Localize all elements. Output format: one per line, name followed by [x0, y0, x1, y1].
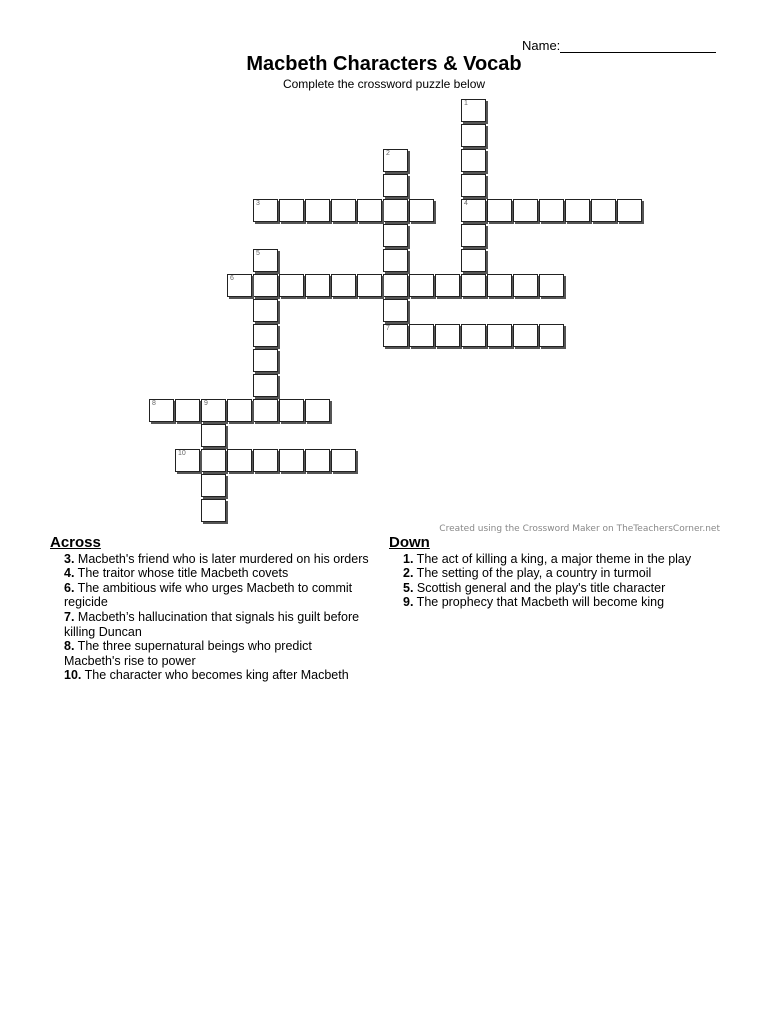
clue-text: The traitor whose title Macbeth covets [74, 566, 289, 581]
page-title: Macbeth Characters & Vocab [246, 53, 522, 75]
crossword-cell[interactable] [513, 274, 538, 297]
clue-number: 9. [403, 595, 414, 610]
crossword-cell[interactable] [357, 199, 382, 222]
across-heading: Across [50, 534, 101, 551]
down-clue [389, 566, 729, 581]
down-clue [389, 595, 729, 610]
crossword-cell[interactable] [175, 399, 200, 422]
clue-number-label: 4 [464, 200, 468, 207]
crossword-cell[interactable] [539, 199, 564, 222]
crossword-cell[interactable] [253, 374, 278, 397]
crossword-cell[interactable] [253, 349, 278, 372]
clue-text: The three supernatural beings who predict Macbeth's rise to power [64, 639, 312, 668]
down-clue [389, 552, 729, 567]
page-subtitle: Complete the crossword puzzle below [282, 77, 486, 91]
across-clue [50, 552, 370, 567]
clue-text: The character who becomes king after Macbeth [81, 668, 349, 683]
crossword-cell[interactable] [383, 224, 408, 247]
crossword-cell[interactable] [539, 324, 564, 347]
clue-number: 6. [64, 580, 75, 595]
crossword-cell[interactable] [435, 324, 460, 347]
crossword-cell[interactable] [279, 274, 304, 297]
crossword-cell[interactable] [201, 499, 226, 522]
crossword-cell[interactable] [175, 449, 200, 472]
crossword-cell[interactable] [357, 274, 382, 297]
down-clue [389, 581, 729, 596]
clue-number-label: 7 [386, 325, 390, 332]
across-list [50, 552, 370, 683]
crossword-cell[interactable] [201, 474, 226, 497]
crossword-cell[interactable] [435, 274, 460, 297]
crossword-cell[interactable] [617, 199, 642, 222]
crossword-cell[interactable] [201, 399, 226, 422]
clue-number-label: 3 [256, 200, 260, 207]
crossword-cell[interactable] [253, 399, 278, 422]
crossword-cell[interactable] [461, 324, 486, 347]
name-label: Name: [522, 38, 561, 53]
crossword-cell[interactable] [513, 199, 538, 222]
across-clue [50, 566, 370, 581]
crossword-cell[interactable] [253, 449, 278, 472]
crossword-cell[interactable] [331, 199, 356, 222]
clue-number: 4. [64, 566, 75, 581]
crossword-cell[interactable] [305, 274, 330, 297]
crossword-cell[interactable] [409, 324, 434, 347]
clue-number: 5. [403, 580, 414, 595]
crossword-cell[interactable] [461, 124, 486, 147]
crossword-cell[interactable] [461, 199, 486, 222]
crossword-cell[interactable] [279, 449, 304, 472]
crossword-cell[interactable] [253, 199, 278, 222]
crossword-cell[interactable] [201, 449, 226, 472]
clue-number-label: 10 [178, 450, 186, 457]
crossword-cell[interactable] [305, 199, 330, 222]
crossword-cell[interactable] [539, 274, 564, 297]
clue-text: Scottish general and the play's title character [413, 580, 666, 595]
clue-number: 7. [64, 609, 75, 624]
crossword-cell[interactable] [227, 399, 252, 422]
crossword-cell[interactable] [253, 274, 278, 297]
crossword-cell[interactable] [305, 449, 330, 472]
clue-number-label: 9 [204, 400, 208, 407]
clue-number: 1. [403, 551, 414, 566]
crossword-cell[interactable] [513, 324, 538, 347]
crossword-cell[interactable] [305, 399, 330, 422]
clue-text: The setting of the play, a country in turmoil [413, 566, 652, 581]
crossword-cell[interactable] [383, 299, 408, 322]
crossword-cell[interactable] [461, 99, 486, 122]
across-clue [50, 581, 370, 610]
clue-number-label: 1 [464, 100, 468, 107]
crossword-cell[interactable] [409, 274, 434, 297]
crossword-cell[interactable] [279, 399, 304, 422]
clue-text: Macbeth’s hallucination that signals his guilt before killing Duncan [64, 609, 360, 639]
crossword-cell[interactable] [461, 224, 486, 247]
down-list [389, 552, 729, 610]
clue-text: The act of killing a king, a major theme in the play [413, 551, 692, 566]
crossword-cell[interactable] [565, 199, 590, 222]
crossword-cell[interactable] [227, 449, 252, 472]
clue-number: 10. [64, 668, 82, 683]
crossword-cell[interactable] [461, 249, 486, 272]
down-clues [389, 536, 729, 610]
crossword-cell[interactable] [383, 174, 408, 197]
credit-text: Created using the Crossword Maker on TheTeachersCorner.net [439, 524, 720, 534]
clue-text: The prophecy that Macbeth will become king [413, 595, 665, 610]
crossword-cell[interactable] [461, 174, 486, 197]
crossword-cell[interactable] [383, 199, 408, 222]
across-clue [50, 668, 370, 683]
crossword-cell[interactable] [201, 424, 226, 447]
crossword-cell[interactable] [383, 149, 408, 172]
clue-text: Macbeth's friend who is later murdered on his orders [74, 551, 369, 566]
crossword-cell[interactable] [461, 274, 486, 297]
crossword-cell[interactable] [383, 324, 408, 347]
crossword-cell[interactable] [591, 199, 616, 222]
crossword-cell[interactable] [461, 149, 486, 172]
crossword-cell[interactable] [331, 274, 356, 297]
clue-number: 2. [403, 566, 414, 581]
down-heading: Down [389, 534, 430, 551]
clue-number-label: 6 [230, 275, 234, 282]
clue-number: 8. [64, 639, 75, 654]
crossword-cell[interactable] [487, 199, 512, 222]
across-clues [50, 536, 370, 683]
crossword-cell[interactable] [253, 299, 278, 322]
across-clue [50, 639, 370, 668]
crossword-cell[interactable] [383, 249, 408, 272]
crossword-cell[interactable] [331, 449, 356, 472]
crossword-cell[interactable] [487, 324, 512, 347]
crossword-cell[interactable] [383, 274, 408, 297]
crossword-cell[interactable] [409, 199, 434, 222]
clue-number-label: 2 [386, 150, 390, 157]
across-clue [50, 610, 370, 639]
clue-number-label: 8 [152, 400, 156, 407]
clue-number-label: 5 [256, 250, 260, 257]
clue-text: The ambitious wife who urges Macbeth to commit regicide [64, 580, 353, 610]
crossword-cell[interactable] [149, 399, 174, 422]
crossword-cell[interactable] [227, 274, 252, 297]
crossword-cell[interactable] [279, 199, 304, 222]
crossword-cell[interactable] [487, 274, 512, 297]
clue-number: 3. [64, 551, 75, 566]
crossword-cell[interactable] [253, 324, 278, 347]
crossword-cell[interactable] [253, 249, 278, 272]
